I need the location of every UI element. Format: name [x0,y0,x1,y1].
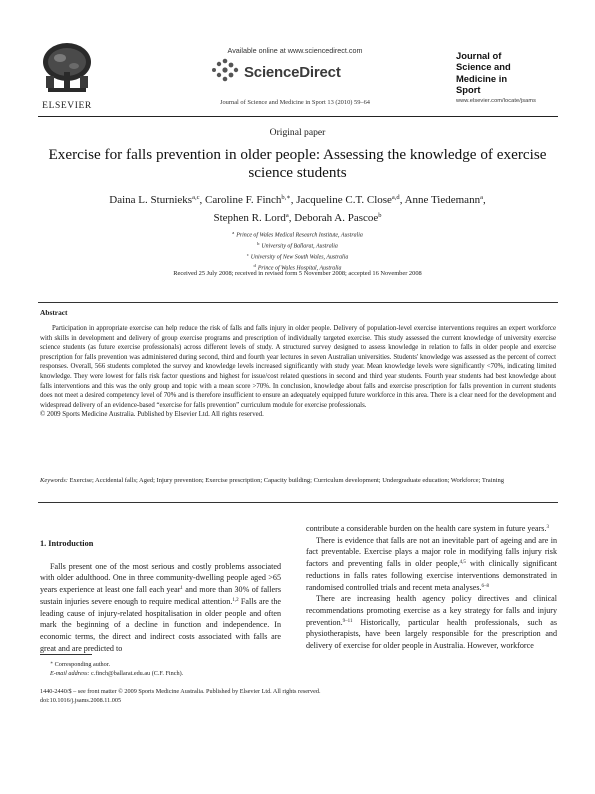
header-divider [38,116,558,117]
email-label: E-mail address: [50,670,90,678]
abstract-body [40,324,556,420]
citation-link[interactable]: 6–8 [481,583,490,589]
paragraph-text: Historically, particular health professionals, such as physiotherapists, have been largely responsible for the prescription and delivery of exercise for older people in Australia. However, workforce [306,617,557,651]
author-separator: , [399,194,405,206]
affiliation-item [100,240,495,251]
keywords-label: Keywords: [40,477,68,484]
author-separator: , [288,212,295,224]
paragraph-text: Falls present one of the most serious and costly problems associated with older adulthood. One in three community-dwelling people aged >65 years experience at least one fall each year [40,561,281,595]
received-dates: Received 25 July 2008; received in revised form 5 November 2008; accepted 16 November 2008 [173,270,422,277]
author-name: Jacqueline C.T. Close [296,194,392,206]
cover-title-line: Sport [456,83,481,95]
citation-link[interactable]: 4,5 [459,560,466,566]
affiliation-key: c [246,252,249,257]
affiliation-key: a [232,230,235,235]
paragraph-text: and more than 30% of fallers sustain injuries severe enough to require medical attention. [40,585,281,606]
elsevier-logo [38,40,96,111]
affiliation-text: Prince of Wales Hospital, Australia [257,265,342,272]
article-type: Original paper [269,127,326,138]
paragraph-text: with clinically significant reductions in falls rates following exercise interventions demonstrated in randomised controlled trials and recent meta analyses. [306,559,557,592]
body-paragraph [306,535,557,594]
paragraph-text: There are increasing health agency policy directives and clinical recommendations promoting exercise as a key strategy for falls and injury prevention. [306,594,557,627]
affiliation-text: University of Ballarat, Australia [261,243,338,250]
abstract-top-divider [38,302,558,303]
author-separator: , [290,194,297,206]
author-affil-marker[interactable]: a,d [391,194,400,201]
author-name: Anne Tiedemann [404,194,481,206]
keywords-list: Exercise; Accidental falls; Aged; Injury prevention; Exercise prescription; Capacity building; Curriculum development; Undergraduate education; Workforce; Training [67,477,504,484]
email-note [40,669,281,678]
abstract-copyright: © 2009 Sports Medicine Australia. Published by Elsevier Ltd. All rights reserved. [40,411,264,419]
citation-link[interactable]: 1 [180,586,183,592]
affiliation-item [100,229,495,240]
author-separator: , [482,194,486,206]
affiliation-key: d [253,263,256,268]
author-name: Daina L. Sturnieks [109,194,193,206]
affiliation-key: b [257,241,260,246]
journal-url-link[interactable]: www.elsevier.com/locate/jsams [456,98,536,105]
author-affil-marker[interactable]: b [378,212,382,219]
body-paragraph [306,593,557,652]
affiliation-text: Prince of Wales Medical Research Institute, Australia [236,232,363,239]
citation-link[interactable]: 1,2 [232,597,239,603]
paragraph-text: There is evidence that falls are not an inevitable part of ageing and are in fact preventable. Exercise plays a major role in modifying falls injury risk factors and preventing falls in older people, [306,535,557,569]
author-affil-marker[interactable]: a,c [192,194,200,201]
email-link[interactable]: c.finch@ballarat.edu.au (C.F. Finch). [89,670,184,678]
author-affil-marker[interactable]: a [480,194,483,201]
affiliation-item [100,251,495,262]
cover-title-line: Science and [456,61,511,73]
corresponding-author-note [40,658,281,669]
sciencedirect-dots-icon [210,58,240,82]
author-name: Caroline F. Finch [204,194,282,206]
footnote-divider [40,654,92,655]
footnote-text: Corresponding author. [53,661,111,668]
author-line [40,208,555,226]
paragraph-text: Falls are the leading cause of injury-related hospitalisation in older people and often mark the beginning of a decline in function and independence. In economic terms, the direct and indirect costs associated with falls are great and are predicted to [40,596,281,653]
affiliation-list [100,229,495,273]
cover-title-line: Medicine in [456,72,508,84]
available-online-text: Available online at www.sciencedirect.com [227,46,363,55]
abstract-heading: Abstract [40,308,68,317]
journal-cover-title [456,50,558,112]
author-affil-marker[interactable]: b,∗ [281,194,291,201]
issn-line: 1440-2440/$ – see front matter © 2009 Sports Medicine Australia. Published by Elsevier Ltd. All rights reserved. [40,688,321,695]
journal-citation: Journal of Science and Medicine in Sport 13 (2010) 59–64 [220,99,370,106]
citation-link[interactable]: 3 [546,525,549,530]
article-title: Exercise for falls prevention in older people: Assessing the knowledge of exercise science students [48,146,547,181]
author-list [40,190,555,226]
body-paragraph [40,561,281,655]
citation-link[interactable]: 9–11 [342,618,353,624]
footnote-marker: ∗ [50,660,54,665]
body-column-right [306,523,557,652]
body-column-left [40,538,281,654]
author-name: Deborah A. Pascoe [294,212,379,224]
author-affil-marker[interactable]: a [285,212,289,219]
paragraph-text: contribute a considerable burden on the health care system in future years. [306,524,547,533]
sciencedirect-wordmark: ScienceDirect [244,64,341,81]
footnote [40,658,281,678]
abstract-bottom-divider [38,502,558,503]
abstract-text: Participation in appropriate exercise can help reduce the risk of falls and falls injury in older people. Delivery of population-level exercise interventions requires an expert workforce with skills in development and delivery of group exercise programs and prescription of individually targeted exercise. This study assessed the current knowledge of university exercise science students (as future exercise professionals) across different levels of study. A structured survey designed to assess knowledge in relation to falls in older people and exercise prescription for falls prevention was administered during second, third and fourth year lectures in seven Australian universities. Students' knowledge was assessed as the percent of correct responses. Overall, 566 students completed the survey and knowledge levels increased significantly with study year. Mean knowledge levels were significantly <70%, indicating limited knowledge. They were lowest for falls risk factor questions and highest for issue/cost related questions in second and third year students. Fourth year students had best knowledge about falls interventions and this was the only group and topic with a mean score >70%. In conclusion, knowledge about falls and exercise prescription for falls prevention in current students does not meet a desired competency level of 70% and is therefore insufficient to ensure an adequately equipped future workforce in this area. There is a clear need for the development and widespread delivery of an evidence-based “exercise for falls prevention” curriculum module for exercise professionals. [40,325,556,409]
elsevier-tree-icon [38,40,96,96]
author-name: Stephen R. Lord [213,212,286,224]
keywords [40,476,556,485]
author-line [40,190,555,208]
publisher-logo-text: ELSEVIER [42,101,92,111]
section-heading: 1. Introduction [40,539,94,548]
author-separator: , [199,194,205,206]
body-paragraph [306,523,557,535]
doi-link[interactable]: doi:10.1016/j.jsams.2008.11.005 [40,697,122,705]
page-footer [40,687,440,706]
cover-title-line: Journal of [456,50,502,61]
affiliation-text: University of New South Wales, Australia [250,254,349,261]
